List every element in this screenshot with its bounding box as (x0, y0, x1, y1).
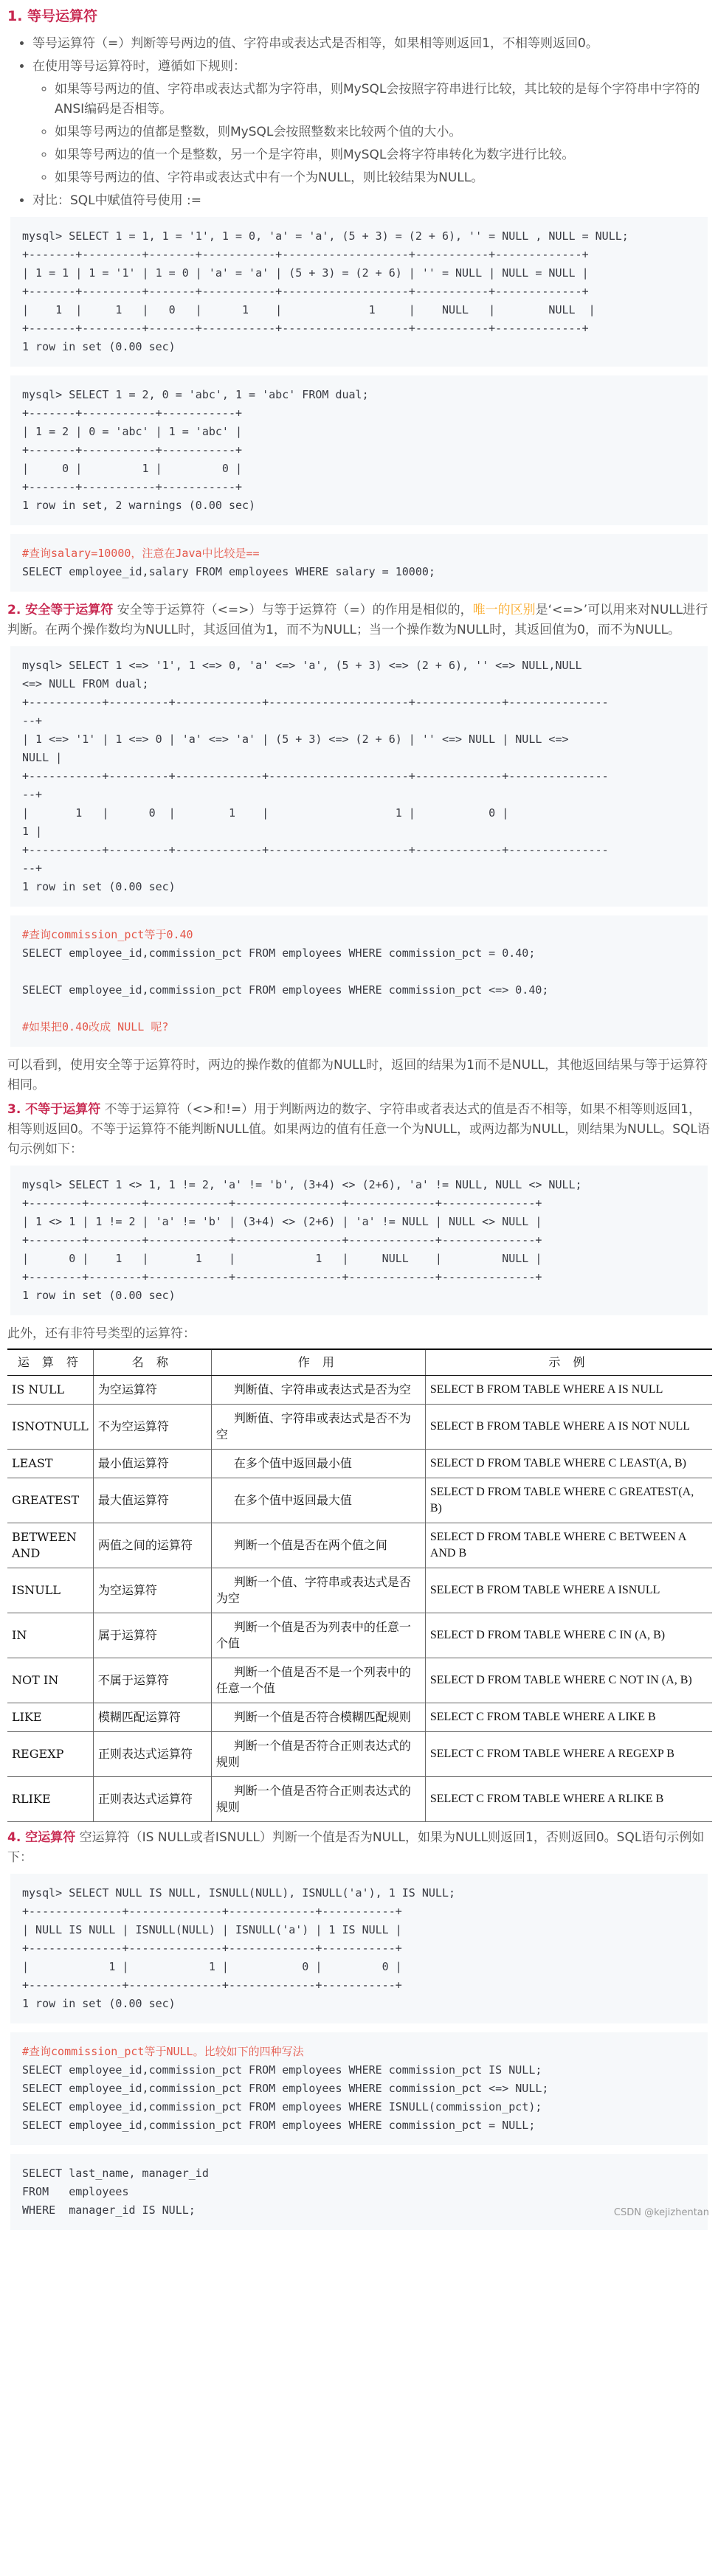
table-cell: LIKE (7, 1703, 93, 1732)
equal-list (32, 34, 714, 211)
table-cell: 模糊匹配运算符 (93, 1703, 211, 1732)
section-title-null: 4. 空运算符 (7, 1830, 76, 1845)
column-header: 作 用 (211, 1349, 425, 1376)
table-cell: 最小值运算符 (93, 1450, 211, 1478)
paragraph: 4. 空运算符 空运算符（IS NULL或者ISNULL）判断一个值是否为NULL，如果为NULL则返回1，否则返回0。SQL语句示例如下： (7, 1830, 705, 1865)
table-cell: 在多个值中返回最小值 (211, 1450, 425, 1478)
table-cell: SELECT B FROM TABLE WHERE A IS NULL (425, 1376, 712, 1405)
list-item: ◦ 如果等号两边的值一个是整数，另一个是字符串，则MySQL会将字符串转化为数字进行比较。 (55, 145, 714, 165)
table-cell: SELECT D FROM TABLE WHERE C BETWEEN A AND B (425, 1523, 712, 1568)
table-cell: BETWEEN AND (7, 1523, 93, 1568)
table-cell: 正则表达式运算符 (93, 1732, 211, 1777)
table-cell: LEAST (7, 1450, 93, 1478)
table-cell: ISNULL (7, 1568, 93, 1613)
code-block (10, 534, 708, 592)
table-cell: 判断一个值是否符合正则表达式的规则 (211, 1732, 425, 1777)
code-comment: #如果把0.40改成 NULL 呢? (22, 1020, 169, 1033)
table-cell: NOT IN (7, 1658, 93, 1703)
table-row (7, 1613, 712, 1658)
highlight: 唯一的区别 (472, 603, 536, 617)
table-cell: 属于运算符 (93, 1613, 211, 1658)
code-block: mysql> SELECT 1 <=> '1', 1 <=> 0, 'a' <=> 'a', (5 + 3) <=> (2 + 6), '' <=> NULL,NULL <=> NULL FROM dual; +-----------+---------+-------------+---------------------+-------------+--------------- --+ | 1 <=> '1' | 1 <=> 0 | 'a' <=> 'a' | (5 + 3) <=> (2 + 6) | '' <=> NULL | NULL <=> NULL | +-----------+---------+-------------+---------------------+-------------+--------------- --+ | 1 | 0 | 1 | 1 | 0 | 1 | +-----------+---------+-------------+---------------------+-------------+--------------- --+ 1 row in set (0.00 sec) (10, 646, 708, 907)
table-cell: SELECT C FROM TABLE WHERE A RLIKE B (425, 1777, 712, 1822)
table-cell: 判断一个值是否在两个值之间 (211, 1523, 425, 1568)
code-block: mysql> SELECT NULL IS NULL, ISNULL(NULL), ISNULL('a'), 1 IS NULL; +--------------+--------------+-------------+-----------+ | NULL IS NULL | ISNULL(NULL) | ISNULL('a') | 1 IS NULL | +--------------+--------------+-------------+-----------+ | 1 | 1 | 0 | 0 | +--------------+--------------+-------------+-----------+ 1 row in set (0.00 sec) (10, 1874, 708, 2023)
table-cell: 判断一个值是否不是一个列表中的任意一个值 (211, 1658, 425, 1703)
code-line: SELECT employee_id,commission_pct FROM employees WHERE commission_pct = 0.40; (22, 946, 536, 960)
table-cell: 两值之间的运算符 (93, 1523, 211, 1568)
list-item: • 等号运算符（=）判断等号两边的值、字符串或表达式是否相等，如果相等则返回1，不相等则返回0。 (32, 34, 714, 54)
section-title-not-equal: 3. 不等于运算符 (7, 1102, 101, 1117)
table-cell: SELECT D FROM TABLE WHERE C GREATEST(A, B) (425, 1478, 712, 1523)
list-item: • 对比：SQL中赋值符号使用 := (32, 191, 714, 211)
table-row (7, 1568, 712, 1613)
list-item: ◦ 如果等号两边的值都是整数，则MySQL会按照整数来比较两个值的大小。 (55, 122, 714, 142)
table-cell: 在多个值中返回最大值 (211, 1478, 425, 1523)
table-cell: SELECT D FROM TABLE WHERE C IN (A, B) (425, 1613, 712, 1658)
table-cell: IS NULL (7, 1376, 93, 1405)
table-row (7, 1703, 712, 1732)
paragraph: 2. 安全等于运算符 安全等于运算符（<=>）与等于运算符（=）的作用是相似的，唯一的区别是‘<=>’可以用来对NULL进行判断。在两个操作数均为NULL时，其返回值为1，而不为NULL；当一个操作数为NULL时，其返回值为0，而不为NULL。 (7, 603, 708, 637)
code-block: mysql> SELECT 1 = 2, 0 = 'abc', 1 = 'abc' FROM dual; +-------+-----------+-----------+ | 1 = 2 | 0 = 'abc' | 1 = 'abc' | +-------+-----------+-----------+ | 0 | 1 | 0 | +-------+-----------+-----------+ 1 row in set, 2 warnings (0.00 sec) (10, 375, 708, 525)
table-row (7, 1732, 712, 1777)
paragraph: 可以看到，使用安全等于运算符时，两边的操作数的值都为NULL时，返回的结果为1而不是NULL，其他返回结果与等于运算符相同。 (7, 1058, 708, 1093)
table-cell: 判断一个值、字符串或表达式是否为空 (211, 1568, 425, 1613)
list-item: ◦ 如果等号两边的值、字符串或表达式中有一个为NULL，则比较结果为NULL。 (55, 168, 714, 188)
table-cell: SELECT B FROM TABLE WHERE A ISNULL (425, 1568, 712, 1613)
table-row (7, 1658, 712, 1703)
table-cell: SELECT C FROM TABLE WHERE A LIKE B (425, 1703, 712, 1732)
table-cell: 不为空运算符 (93, 1405, 211, 1450)
table-cell: SELECT C FROM TABLE WHERE A REGEXP B (425, 1732, 712, 1777)
table-row (7, 1523, 712, 1568)
table-cell: SELECT D FROM TABLE WHERE C NOT IN (A, B) (425, 1658, 712, 1703)
code-block: mysql> SELECT 1 = 1, 1 = '1', 1 = 0, 'a' = 'a', (5 + 3) = (2 + 6), '' = NULL , NULL = NULL; +-------+---------+-------+-----------+-------------------+-----------+-------------+ | 1 = 1 | 1 = '1' | 1 = 0 | 'a' = 'a' | (5 + 3) = (2 + 6) | '' = NULL | NULL = NULL | +-------+---------+-------+-----------+-------------------+-----------+-------------+ | 1 | 1 | 0 | 1 | 1 | NULL | NULL | +-------+---------+-------+-----------+-------------------+-----------+-------------+ 1 row in set (0.00 sec) (10, 217, 708, 367)
code-block: SELECT last_name, manager_id FROM employees WHERE manager_id IS NULL; (10, 2154, 708, 2230)
table-header-row (7, 1349, 712, 1376)
table-cell: 判断一个值是否符合模糊匹配规则 (211, 1703, 425, 1732)
operators-table (7, 1348, 712, 1822)
code-block (10, 2032, 708, 2145)
table-cell: 为空运算符 (93, 1568, 211, 1613)
code-comment: #查询salary=10000，注意在Java中比较是== (22, 547, 260, 560)
code-comment: #查询commission_pct等于NULL。比较如下的四种写法 (22, 2045, 304, 2058)
code-comment: #查询commission_pct等于0.40 (22, 928, 193, 941)
table-cell: GREATEST (7, 1478, 93, 1523)
paragraph: 此外，还有非符号类型的运算符： (7, 1326, 196, 1341)
list-item: • 在使用等号运算符时，遵循如下规则： ◦ 如果等号两边的值、字符串或表达式都为字符串，则MySQL会按照字符串进行比较，其比较的是每个字符串中字符的ANSI编码是否相等。 ◦ 如果等号两边的值都是整数，则MySQL会按照整数来比较两个值的大小。 ◦ 如果等号两边的值一个是整数，另一个是字符串，则MySQL会将字符串转化为数字进行比较。 ◦ 如果等号两边的值、字符串或表达式中有一个为NULL，则比较结果为NULL。 (32, 57, 714, 188)
list-item: ◦ 如果等号两边的值、字符串或表达式都为字符串，则MySQL会按照字符串进行比较，其比较的是每个字符串中字符的ANSI编码是否相等。 (55, 80, 714, 120)
table-row (7, 1450, 712, 1478)
table-cell: 判断一个值是否符合正则表达式的规则 (211, 1777, 425, 1822)
table-cell: 最大值运算符 (93, 1478, 211, 1523)
table-cell: 判断值、字符串或表达式是否不为空 (211, 1405, 425, 1450)
table-row (7, 1376, 712, 1405)
table-cell: 判断值、字符串或表达式是否为空 (211, 1376, 425, 1405)
table-row (7, 1478, 712, 1523)
column-header: 运 算 符 (7, 1349, 93, 1376)
table-cell: SELECT D FROM TABLE WHERE C LEAST(A, B) (425, 1450, 712, 1478)
table-cell: REGEXP (7, 1732, 93, 1777)
section-title-safe-equal: 2. 安全等于运算符 (7, 603, 114, 617)
paragraph: 3. 不等于运算符 不等于运算符（<>和!=）用于判断两边的数字、字符串或者表达式的值是否不相等，如果不相等则返回1，相等则返回0。不等于运算符不能判断NULL值。如果两边的值有任意一个为NULL，或两边都为NULL，则结果为NULL。SQL语句示例如下： (7, 1102, 710, 1157)
table-cell: SELECT B FROM TABLE WHERE A IS NOT NULL (425, 1405, 712, 1450)
table-cell: 正则表达式运算符 (93, 1777, 211, 1822)
code-line: SELECT employee_id,salary FROM employees WHERE salary = 10000; (22, 565, 435, 578)
code-line: SELECT employee_id,commission_pct FROM employees WHERE commission_pct <=> 0.40; (22, 983, 549, 997)
section-title-equal: 1. 等号运算符 (7, 8, 98, 24)
table-row (7, 1777, 712, 1822)
code-line: SELECT employee_id,commission_pct FROM employees WHERE commission_pct IS NULL; SELECT employee_id,commission_pct FROM employees WHERE commission_pct <=> NULL; SELECT employee_id,commission_pct FROM employees WHERE ISNULL(commission_pct); SELECT employee_id,commission_pct FROM employees WHERE commission_pct = NULL; (22, 2063, 549, 2132)
table-cell: RLIKE (7, 1777, 93, 1822)
table-row (7, 1405, 712, 1450)
rules-list (55, 80, 714, 188)
table-cell: ISNOTNULL (7, 1405, 93, 1450)
table-cell: 判断一个值是否为列表中的任意一个值 (211, 1613, 425, 1658)
table-cell: IN (7, 1613, 93, 1658)
watermark: CSDN @kejizhentan (613, 2207, 709, 2218)
code-block (10, 915, 708, 1047)
column-header: 示 例 (425, 1349, 712, 1376)
column-header: 名 称 (93, 1349, 211, 1376)
table-cell: 不属于运算符 (93, 1658, 211, 1703)
table-cell: 为空运算符 (93, 1376, 211, 1405)
code-block: mysql> SELECT 1 <> 1, 1 != 2, 'a' != 'b', (3+4) <> (2+6), 'a' != NULL, NULL <> NULL; +--------+--------+------------+----------------+-------------+--------------+ | 1 <> 1 | 1 != 2 | 'a' != 'b' | (3+4) <> (2+6) | 'a' != NULL | NULL <> NULL | +--------+--------+------------+----------------+-------------+--------------+ | 0 | 1 | 1 | 1 | NULL | NULL | +--------+--------+------------+----------------+-------------+--------------+ 1 row in set (0.00 sec) (10, 1166, 708, 1315)
